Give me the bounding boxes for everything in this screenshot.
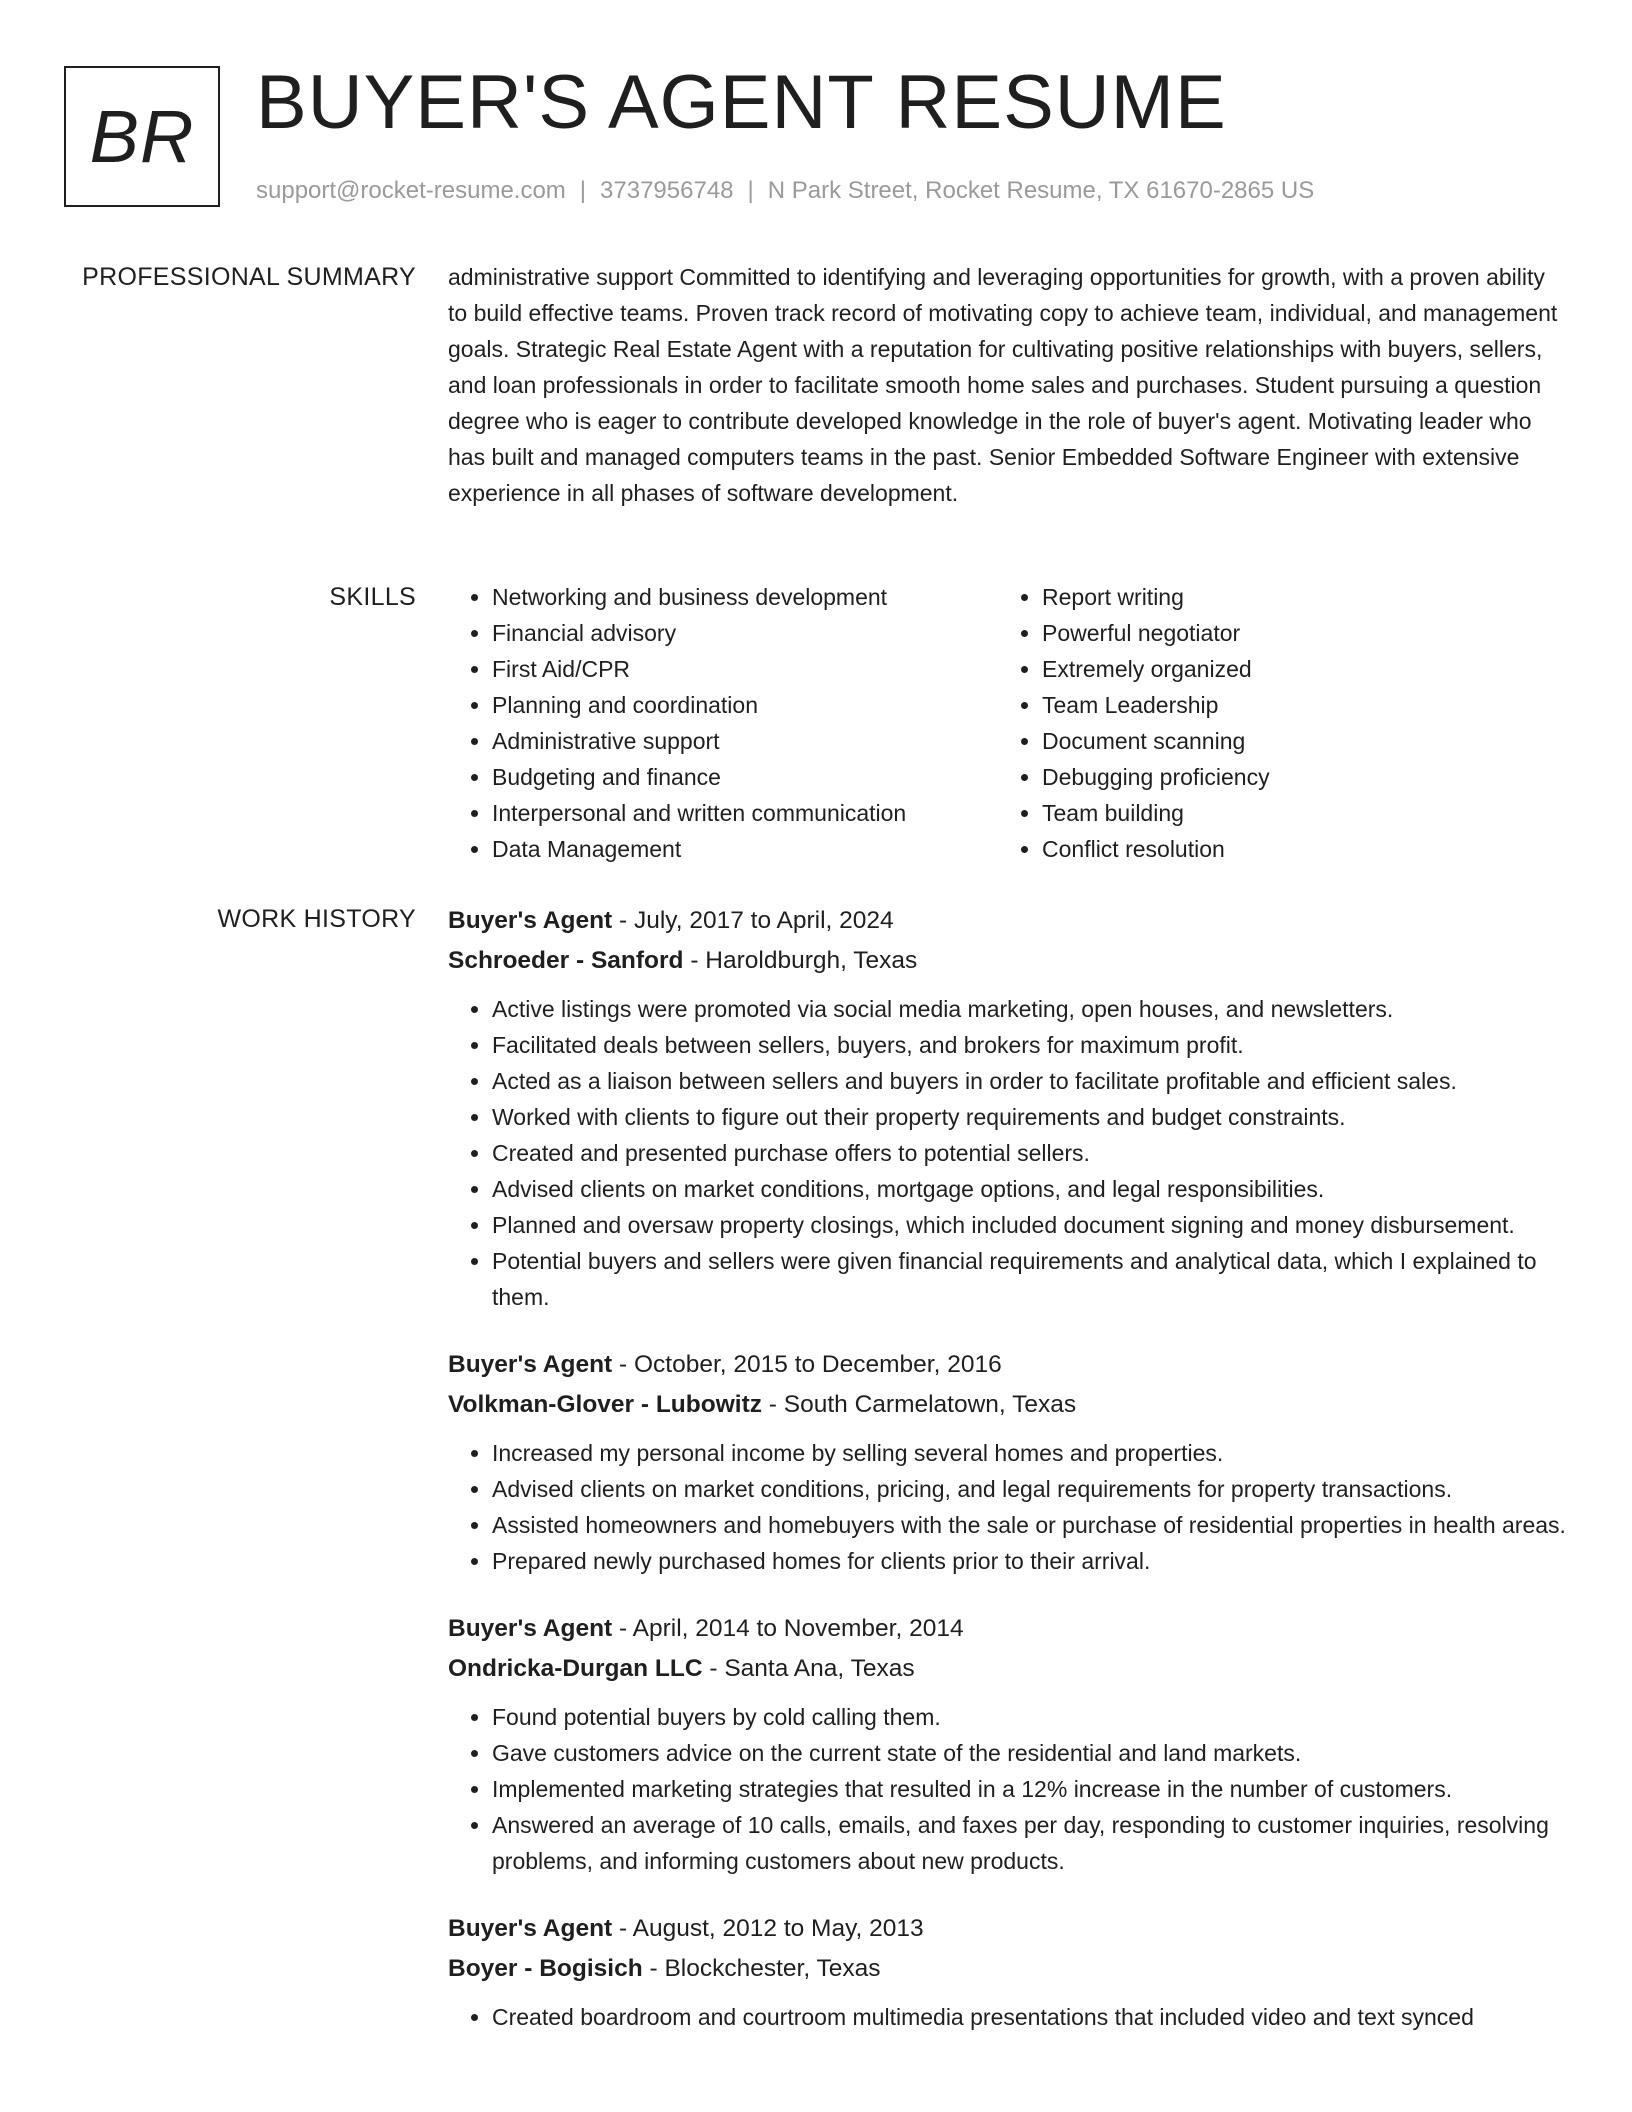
job-entry [448,901,1568,1315]
job-bullet: • Advised clients on market conditions, pricing, and legal requirements for property transactions. [492,1471,1568,1507]
job-bullet: • Gave customers advice on the current state of the residential and land markets. [492,1735,1568,1771]
resume-title: BUYER'S AGENT RESUME [256,60,1227,145]
skill-item: • Interpersonal and written communication [492,795,998,831]
job-bullet: • Potential buyers and sellers were given financial requirements and analytical data, which I explained to them. [492,1243,1568,1315]
job-dates: - August, 2012 to May, 2013 [612,1915,924,1942]
job-bullet-list [448,1699,1568,1879]
job-bullet-list [448,1999,1568,2035]
skill-item: • Administrative support [492,723,998,759]
job-bullet: • Created boardroom and courtroom multimedia presentations that included video and text synced [492,1999,1568,2035]
job-company-line [448,941,1568,981]
job-company: Volkman-Glover - Lubowitz [448,1391,762,1418]
job-company: Ondricka-Durgan LLC [448,1655,703,1682]
contact-phone: 3737956748 [600,177,734,204]
contact-line [256,175,1314,207]
monogram-badge: BR [64,66,220,207]
job-title: Buyer's Agent [448,1915,613,1942]
contact-address: N Park Street, Rocket Resume, TX 61670-2865 US [767,177,1315,204]
job-bullet: • Planned and oversaw property closings, which included document signing and money disbursement. [492,1207,1568,1243]
job-title-line [448,901,1568,941]
skill-item: • Financial advisory [492,615,998,651]
job-bullet: • Prepared newly purchased homes for clients prior to their arrival. [492,1543,1568,1579]
skill-item: • Team Leadership [1042,687,1548,723]
job-location: - South Carmelatown, Texas [761,1391,1077,1418]
contact-email: support@rocket-resume.com [256,177,566,204]
skill-item: • Planning and coordination [492,687,998,723]
job-entry [448,1909,1568,2035]
job-location: - Blockchester, Texas [642,1955,881,1982]
contact-separator: | [579,177,587,204]
job-title: Buyer's Agent [448,1351,613,1378]
skill-item: • First Aid/CPR [492,651,998,687]
job-bullet: • Found potential buyers by cold calling them. [492,1699,1568,1735]
job-entry [448,1345,1568,1579]
skills-list-left [448,579,998,867]
skills-list-right [998,579,1548,867]
job-title: Buyer's Agent [448,1615,613,1642]
job-bullet: • Facilitated deals between sellers, buyers, and brokers for maximum profit. [492,1027,1568,1063]
job-bullet: • Acted as a liaison between sellers and buyers in order to facilitate profitable and efficient sales. [492,1063,1568,1099]
job-bullet: • Active listings were promoted via social media marketing, open houses, and newsletters. [492,991,1568,1027]
skill-item: • Team building [1042,795,1548,831]
skill-item: • Networking and business development [492,579,998,615]
summary-heading: PROFESSIONAL SUMMARY [82,263,416,291]
job-company: Schroeder - Sanford [448,947,684,974]
summary-body [448,259,1568,511]
job-bullet: • Implemented marketing strategies that resulted in a 12% increase in the number of customers. [492,1771,1568,1807]
job-company-line [448,1649,1568,1689]
skill-item: • Extremely organized [1042,651,1548,687]
work-history-body [448,901,1568,2065]
job-title-line [448,1909,1568,1949]
job-bullet: • Answered an average of 10 calls, emails, and faxes per day, responding to customer inquiries, resolving problems, and informing customers about new products. [492,1807,1568,1879]
job-title-line [448,1345,1568,1385]
job-title: Buyer's Agent [448,907,613,934]
contact-separator: | [747,177,754,204]
job-dates: - October, 2015 to December, 2016 [612,1351,1002,1378]
job-dates: - April, 2014 to November, 2014 [612,1615,964,1642]
job-bullet: • Assisted homeowners and homebuyers with the sale or purchase of residential properties in health areas. [492,1507,1568,1543]
work-history-heading: WORK HISTORY [217,905,416,933]
job-location: - Santa Ana, Texas [702,1655,915,1682]
skill-item: • Document scanning [1042,723,1548,759]
skills-body [448,579,1568,867]
skill-item: • Report writing [1042,579,1548,615]
job-bullet: • Created and presented purchase offers to potential sellers. [492,1135,1568,1171]
skill-item: • Data Management [492,831,998,867]
skill-item: • Conflict resolution [1042,831,1548,867]
job-title-line [448,1609,1568,1649]
job-bullet: • Increased my personal income by selling several homes and properties. [492,1435,1568,1471]
job-location: - Haroldburgh, Texas [683,947,918,974]
skill-item: • Debugging proficiency [1042,759,1548,795]
job-entry [448,1609,1568,1879]
job-company-line [448,1385,1568,1425]
job-dates: - July, 2017 to April, 2024 [612,907,894,934]
job-bullet: • Worked with clients to figure out their property requirements and budget constraints. [492,1099,1568,1135]
skill-item: • Powerful negotiator [1042,615,1548,651]
job-company: Boyer - Bogisich [448,1955,643,1982]
job-bullet: • Advised clients on market conditions, mortgage options, and legal responsibilities. [492,1171,1568,1207]
job-bullet-list [448,1435,1568,1579]
skills-heading: SKILLS [329,583,416,611]
skill-item: • Budgeting and finance [492,759,998,795]
job-company-line [448,1949,1568,1989]
summary-text: administrative support Committed to identifying and leveraging opportunities for growth, with a proven ability to build effective teams. Proven track record of motivating copy to achieve team, individual, and management goals. Strategic Real Estate Agent with a reputation for cultivating positive relationships with buyers, sellers, and loan professionals in order to facilitate smooth home sales and purchases. Student pursuing a question degree who is eager to contribute developed knowledge in the role of buyer's agent. Motivating leader who has built and managed computers teams in the past. Senior Embedded Software Engineer with extensive experience in all phases of software development. [448,264,1558,506]
job-bullet-list [448,991,1568,1315]
